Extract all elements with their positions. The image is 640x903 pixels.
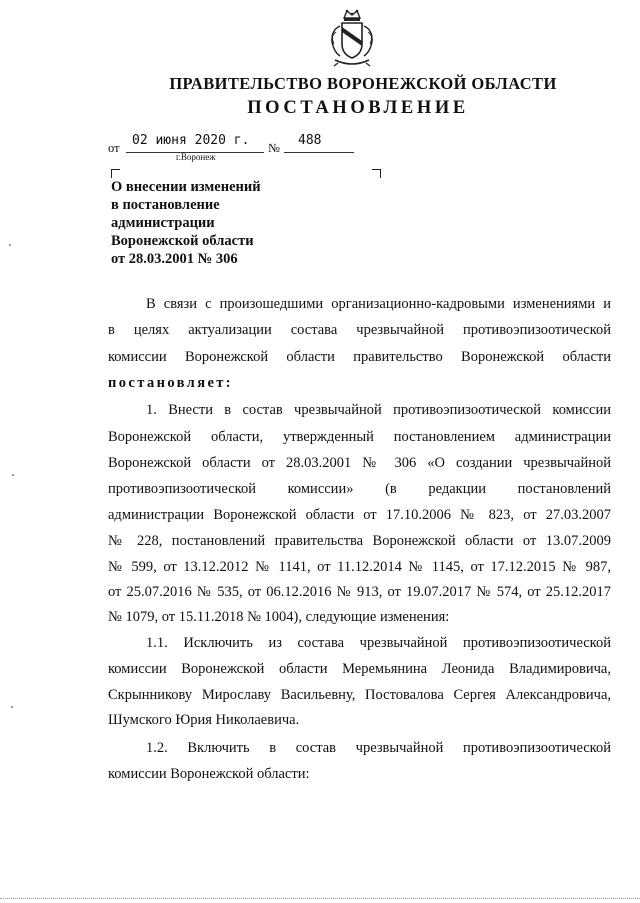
scan-edge <box>0 898 640 899</box>
document-subject <box>111 178 311 268</box>
body-line: в целях актуализации состава чрезвычайной противоэпизоотической <box>108 322 611 338</box>
body-line: 1.2. Включить в состав чрезвычайной противоэпизоотической <box>146 740 611 756</box>
body-line: Шумского Юрия Николаевича. <box>108 712 300 728</box>
body-line: № 228, постановлений правительства Воронежской области от 13.07.2009 <box>108 533 611 549</box>
resolves-word: постановляет: <box>108 375 234 391</box>
body-line: комиссии Воронежской области Меремьянина Леонида Владимировича, <box>108 661 611 677</box>
date-prefix: от <box>108 141 120 155</box>
subject-line: в постановление <box>111 197 220 213</box>
subject-corner-right <box>372 169 381 178</box>
body-line: Скрынникову Мирославу Васильевну, Постовалова Сергея Александровича, <box>108 687 611 703</box>
document-date: 02 июня 2020 г. <box>132 133 250 148</box>
scan-speck <box>9 244 11 246</box>
body-line: администрации Воронежской области от 17.10.2006 № 823, от 27.03.2007 <box>108 507 611 523</box>
body-line: комиссии Воронежской области правительство Воронежской области <box>108 349 611 365</box>
document-type-title: ПОСТАНОВЛЕНИЕ <box>247 98 469 118</box>
subject-line: администрации <box>111 215 215 231</box>
body-line: Воронежской области, утвержденный постановлением администрации <box>108 429 611 445</box>
body-line: Воронежской области от 28.03.2001 № 306 «О создании чрезвычайной <box>108 455 611 471</box>
subject-corner-left <box>111 169 120 178</box>
organization-title: ПРАВИТЕЛЬСТВО ВОРОНЕЖСКОЙ ОБЛАСТИ <box>169 74 557 93</box>
body-line: комиссии Воронежской области: <box>108 766 310 782</box>
body-line: № 599, от 13.12.2012 № 1141, от 11.12.2014 № 1145, от 17.12.2015 № 987, <box>108 559 611 575</box>
body-line: 1. Внести в состав чрезвычайной противоэпизоотической комиссии <box>146 402 611 418</box>
scan-speck <box>11 706 13 708</box>
scan-speck <box>12 474 14 476</box>
subject-line: О внесении изменений <box>111 179 261 195</box>
document-city: г.Воронеж <box>176 152 216 162</box>
body-line: противоэпизоотической комиссии» (в редакции постановлений <box>108 481 611 497</box>
document-number: 488 <box>298 133 322 148</box>
body-line: от 25.07.2016 № 535, от 06.12.2016 № 913, от 19.07.2017 № 574, от 25.12.2017 <box>108 584 611 600</box>
subject-line: от 28.03.2001 № 306 <box>111 251 238 267</box>
body-line: № 1079, от 15.11.2018 № 1004), следующие изменения: <box>108 609 450 625</box>
document-meta <box>0 132 640 162</box>
number-prefix: № <box>268 141 280 155</box>
subject-line: Воронежской области <box>111 233 254 249</box>
number-underline <box>284 152 354 153</box>
coat-of-arms-icon <box>326 8 378 70</box>
body-line: 1.1. Исключить из состава чрезвычайной противоэпизоотической <box>146 635 611 651</box>
body-line: В связи с произошедшими организационно-кадровыми изменениями и <box>146 296 611 312</box>
